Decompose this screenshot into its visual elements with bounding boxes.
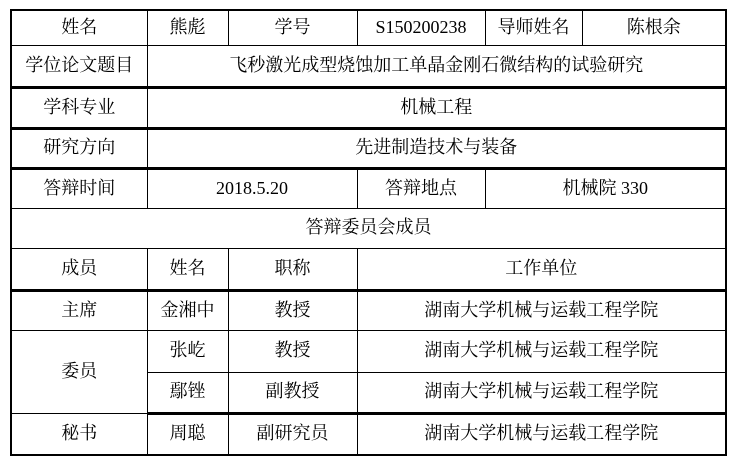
thesis-title-value-cell: 飞秒激光成型烧蚀加工单晶金刚石微结构的试验研究 <box>147 45 726 87</box>
row-identity <box>11 10 726 45</box>
advisor-value-cell: 陈根余 <box>582 10 726 45</box>
row-committee-member <box>11 413 726 455</box>
member-name-cell: 周聪 <box>147 413 228 455</box>
defense-place-label-cell: 答辩地点 <box>357 168 485 208</box>
member-title-cell: 副研究员 <box>228 413 357 455</box>
member-name-cell: 金湘中 <box>147 290 228 330</box>
member-organization-cell: 湖南大学机械与运载工程学院 <box>357 290 726 330</box>
member-organization-cell: 湖南大学机械与运载工程学院 <box>357 330 726 372</box>
student-id-label-cell: 学号 <box>228 10 357 45</box>
row-thesis-title <box>11 45 726 87</box>
thesis-title-label-cell: 学位论文题目 <box>11 45 147 87</box>
row-major <box>11 87 726 128</box>
member-organization-cell: 湖南大学机械与运载工程学院 <box>357 372 726 413</box>
row-committee-section-title <box>11 208 726 248</box>
name-label-cell: 姓名 <box>11 10 147 45</box>
row-committee-member <box>11 290 726 330</box>
defense-info-table <box>10 9 727 456</box>
defense-time-value-cell: 2018.5.20 <box>147 168 357 208</box>
committee-header-role-cell: 成员 <box>11 248 147 290</box>
major-label-cell: 学科专业 <box>11 87 147 128</box>
research-direction-value-cell: 先进制造技术与装备 <box>147 128 726 168</box>
defense-time-label-cell: 答辩时间 <box>11 168 147 208</box>
member-name-cell: 鄢锉 <box>147 372 228 413</box>
member-role-cell: 委员 <box>11 330 147 413</box>
member-role-cell: 主席 <box>11 290 147 330</box>
row-defense-time-place <box>11 168 726 208</box>
row-committee-member <box>11 330 726 372</box>
committee-header-name-cell: 姓名 <box>147 248 228 290</box>
thesis-defense-form-page <box>10 9 727 456</box>
member-organization-cell: 湖南大学机械与运载工程学院 <box>357 413 726 455</box>
advisor-label-cell: 导师姓名 <box>485 10 582 45</box>
member-title-cell: 教授 <box>228 330 357 372</box>
student-id-value-cell: S150200238 <box>357 10 485 45</box>
member-role-cell: 秘书 <box>11 413 147 455</box>
member-title-cell: 副教授 <box>228 372 357 413</box>
member-name-cell: 张屹 <box>147 330 228 372</box>
major-value-cell: 机械工程 <box>147 87 726 128</box>
name-value-cell: 熊彪 <box>147 10 228 45</box>
defense-place-value-cell: 机械院 330 <box>485 168 726 208</box>
row-research-direction <box>11 128 726 168</box>
committee-header-title-cell: 职称 <box>228 248 357 290</box>
row-committee-headers <box>11 248 726 290</box>
member-title-cell: 教授 <box>228 290 357 330</box>
committee-section-title-cell: 答辩委员会成员 <box>11 208 726 248</box>
committee-header-organization-cell: 工作单位 <box>357 248 726 290</box>
research-direction-label-cell: 研究方向 <box>11 128 147 168</box>
